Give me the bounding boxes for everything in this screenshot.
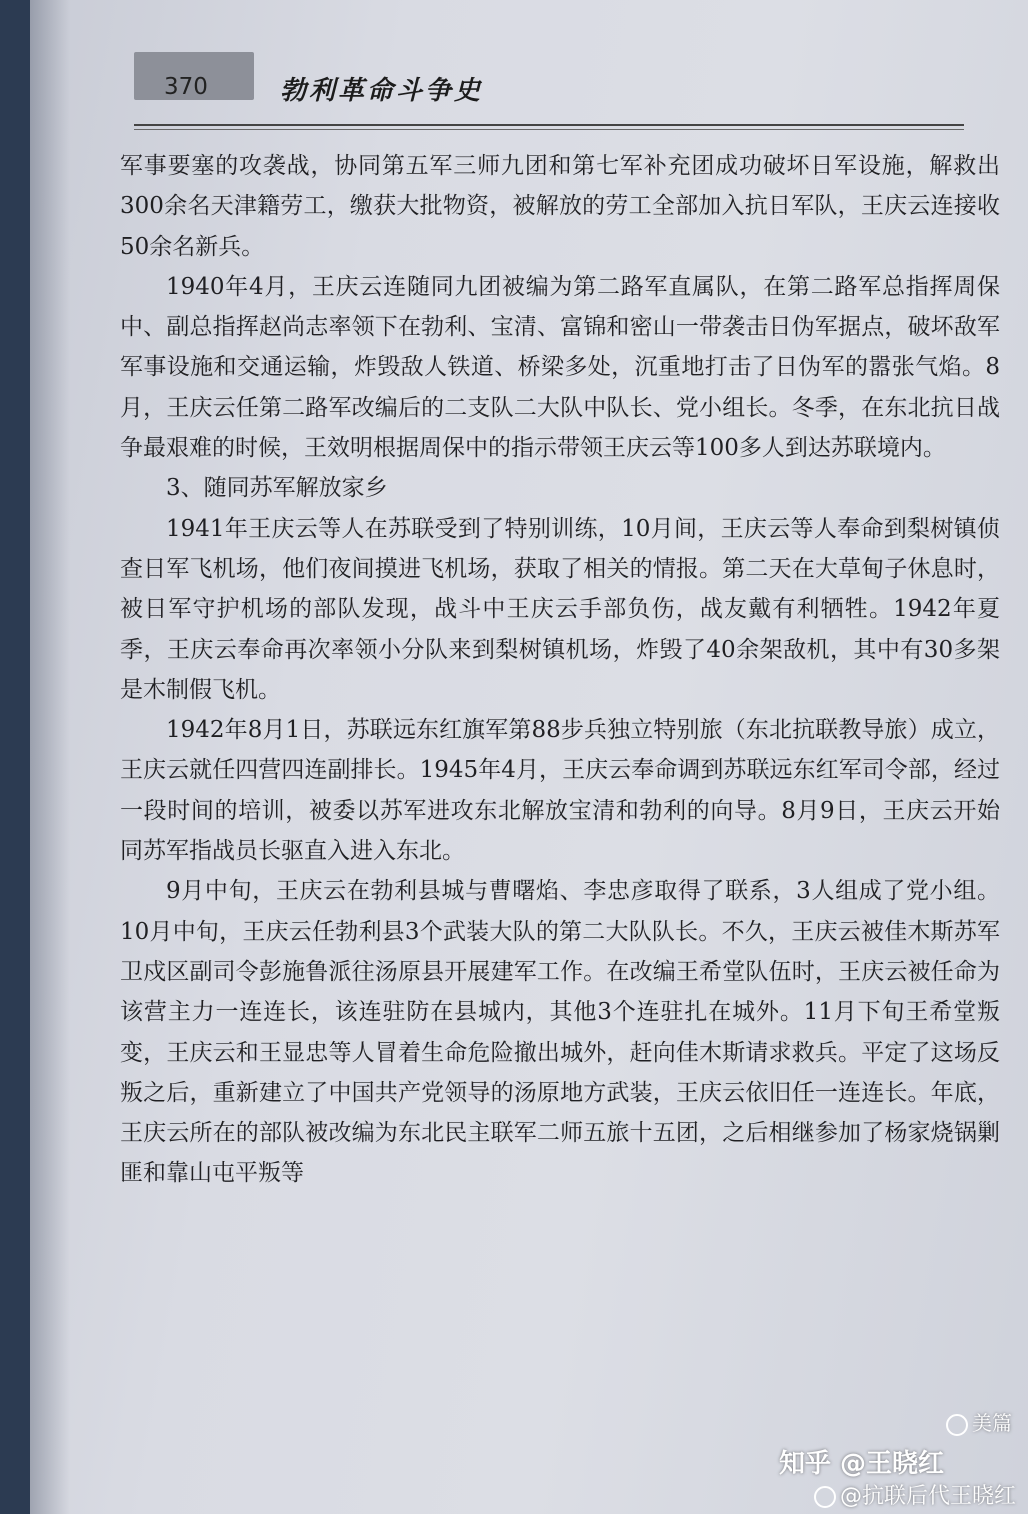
paragraph-3: 1941年王庆云等人在苏联受到了特别训练，10月间，王庆云等人奉命到梨树镇侦查日军飞机场，他们夜间摸进飞机场，获取了相关的情报。第二天在大草甸子休息时，被日军守护机场的部队发现，战斗中王庆云手部负伤，战友戴有利牺牲。1942年夏季，王庆云奉命再次率领小分队来到梨树镇机场，炸毁了40余架敌机，其中有30多架是木制假飞机。 [120,515,1000,703]
page-edge-shadow [30,0,70,1514]
paragraph-2: 1940年4月，王庆云连随同九团被编为第二路军直属队，在第二路军总指挥周保中、副总指挥赵尚志率领下在勃利、宝清、富锦和密山一带袭击日伪军据点，破坏敌军军事设施和交通运输，炸毁敌人铁道、桥梁多处，沉重地打击了日伪军的嚣张气焰。8月，王庆云任第二路军改编后的二支队二大队中队长、党小组长。冬季，在东北抗日战争最艰难的时候，王效明根据周保中的指示带领王庆云等100多人到达苏联境内。 [120,273,1000,462]
weibo-logo-icon [814,1486,836,1508]
meipian-label: 美篇 [972,1411,1012,1435]
meipian-watermark [946,1407,1012,1436]
weibo-watermark [814,1479,1016,1510]
section-heading: 3、随同苏军解放家乡 [166,475,388,502]
header-rule-thin [134,129,964,130]
book-title: 勃利革命斗争史 [280,76,484,106]
meipian-logo-icon [946,1414,968,1436]
paragraph-1: 军事要塞的攻袭战，协同第五军三师九团和第七军补充团成功破坏日军设施，解救出300余名天津籍劳工，缴获大批物资，被解放的劳工全部加入抗日军队，王庆云连接收50余名新兵。 [120,153,1000,260]
page-header [134,40,1028,120]
weibo-label: @抗联后代王晓红 [839,1484,1016,1509]
zhihu-watermark: 知乎 @王晓红 [778,1449,944,1479]
body-text [120,146,1000,1194]
paragraph-4: 1942年8月1日，苏联远东红旗军第88步兵独立特别旅（东北抗联教导旅）成立，王庆云就任四营四连副排长。1945年4月，王庆云奉命调到苏联远东红军司令部，经过一段时间的培训，被委以苏军进攻东北解放宝清和勃利的向导。8月9日，王庆云开始同苏军指战员长驱直入进入东北。 [120,717,1000,865]
book-page [30,0,1028,1514]
paragraph-5: 9月中旬，王庆云在勃利县城与曹曙焰、李忠彦取得了联系，3人组成了党小组。10月中旬，王庆云任勃利县3个武装大队的第二大队队长。不久，王庆云被佳木斯苏军卫戍区副司令彭施鲁派往汤原县开展建军工作。在改编王希堂队伍时，王庆云被任命为该营主力一连连长，该连驻防在县城内，其他3个连驻扎在城外。11月下旬王希堂叛变，王庆云和王显忠等人冒着生命危险撤出城外，赶向佳木斯请求救兵。平定了这场反叛之后，重新建立了中国共产党领导的汤原地方武装，王庆云依旧任一连连长。年底，王庆云所在的部队被改编为东北民主联军二师五旅十五团，之后相继参加了杨家烧锅剿匪和靠山屯平叛等 [120,878,1000,1187]
header-rule [134,124,964,126]
page-number-box [134,52,254,100]
page-number: 370 [164,74,208,100]
